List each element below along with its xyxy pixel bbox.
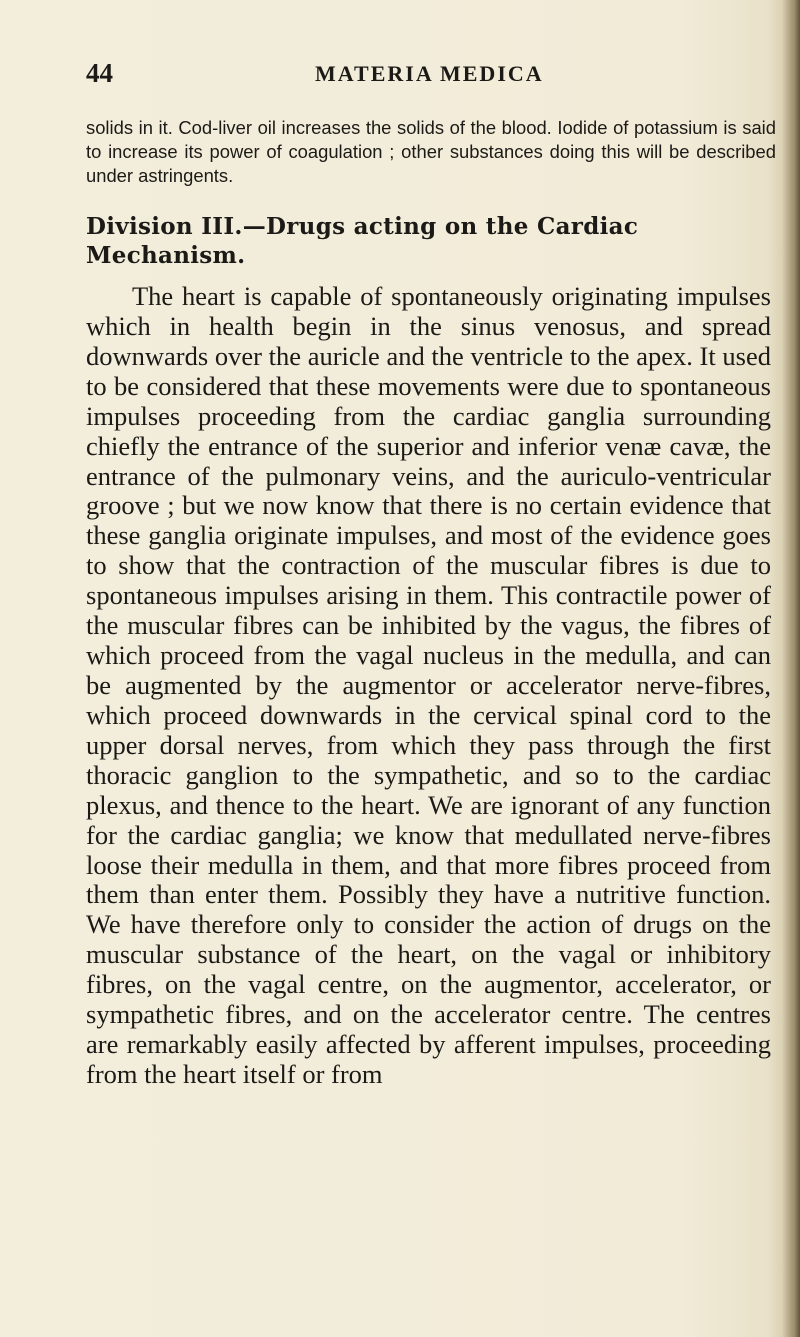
body-paragraph: The heart is capable of spontaneously originating impulses which in health begin in the sinus venosus, and spread downwards over the auricle and the ventricle to the apex. It used to be considered that these movements were due to spontaneous impulses proceeding from the cardiac ganglia surrounding chiefly the entrance of the superior and inferior venæ cavæ, the entrance of the pulmonary veins, and the auriculo-ventricular groove ; but we now know that there is no certain evidence that these ganglia originate impulses, and most of the evidence goes to show that the contraction of the muscular fibres is due to spontaneous impulses arising in them. This contractile power of the muscular fibres can be inhibited by the vagus, the fibres of which proceed from the vagal nucleus in the medulla, and can be augmented by the augmentor or accelerator nerve-fibres, which proceed downwards in the cervical spinal cord to the upper dorsal nerves, from which they pass through the first thoracic ganglion to the sympathetic, and so to the cardiac plexus, and thence to the heart. We are ignorant of any function for the cardiac ganglia; we know that medullated nerve-fibres loose their medulla in them, and that more fibres proceed from them than enter them. Possibly they have a nutritive function. We have therefore only to consider the action of drugs on the muscular substance of the heart, on the vagal or inhibitory fibres, on the vagal centre, on the augmentor, accelerator, or sympathetic fibres, and on the accelerator centre. The centres are remarkably easily affected by afferent impulses, proceeding from the heart itself or from [86,281,771,1089]
page-edge-shadow [782,0,800,1337]
intro-paragraph: solids in it. Cod-liver oil increases the solids of the blood. Iodide of potassium is said to increase its power of coagulation ; other substances doing this will be described under astringents. [86,117,776,186]
page-header [86,58,766,88]
page-number: 44 [86,58,113,88]
division-heading: Division III.—Drugs acting on the Cardiac Mechanism. [86,213,639,269]
running-head: MATERIA MEDICA [315,61,544,86]
